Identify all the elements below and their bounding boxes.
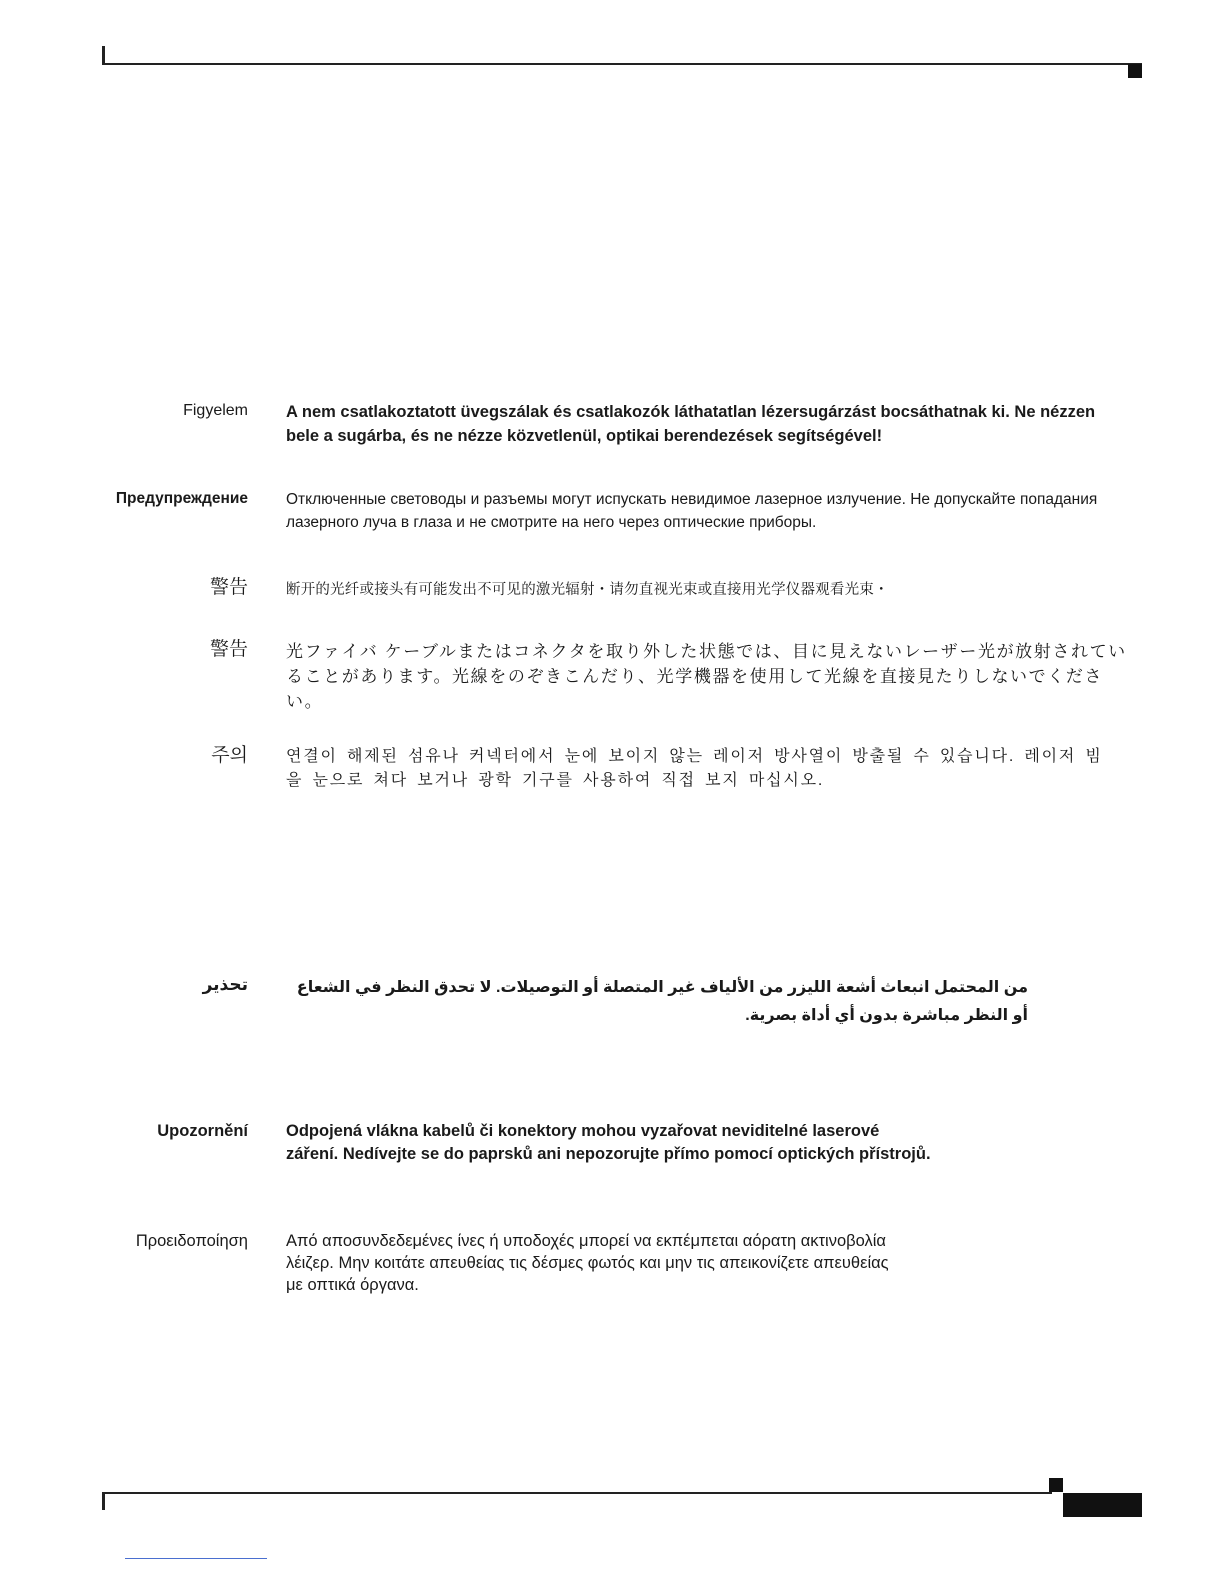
warning-label-hungarian: Figyelem (183, 402, 248, 419)
warning-text-russian: Отключенные световоды и разъемы могут испускать невидимое лазерное излучение. Не допускайте попадания лазерного луча в глаза и не смотрите на него через оптические приборы. (286, 491, 1098, 531)
warning-label-russian: Предупреждение (115, 490, 248, 507)
warning-text-arabic: من المحتمل انبعاث أشعة الليزر من الألياف غير المتصلة أو التوصيلات. لا تحدق النظر في الشعاع أو النظر مباشرة بدون أي أداة بصرية. (296, 979, 1028, 1024)
warning-label-arabic: تحذير (202, 975, 248, 994)
header-rule (102, 63, 1142, 65)
header-square-marker (1128, 64, 1142, 78)
warning-label-greek: Προειδοποίηση (135, 1232, 248, 1250)
footer-page-tab (1063, 1493, 1142, 1517)
header-tick-mark (102, 46, 105, 64)
warning-text-korean: 연결이 해제된 섬유나 커넥터에서 눈에 보이지 않는 레이저 방사열이 방출될 수 있습니다. 레이저 빔을 눈으로 쳐다 보거나 광학 기구를 사용하여 직접 보지 마십시오. (286, 748, 1103, 789)
footer-rule (102, 1492, 1052, 1494)
warning-label-japanese: 警告 (209, 639, 248, 660)
warning-label-korean: 주의 (211, 745, 248, 766)
warning-text-japanese: 光ファイバ ケーブルまたはコネクタを取り外した状態では、目に見えないレーザー光が放射されていることがあります。光線をのぞきこんだり、光学機器を使用して光線を直接見たりしないでください。 (286, 642, 1127, 711)
warning-text-chinese: 断开的光纤或接头有可能发出不可见的激光辐射・请勿直视光束或直接用光学仪器观看光束・ (286, 582, 889, 598)
warning-label-chinese: 警告 (209, 577, 248, 598)
warning-text-greek: Από αποσυνδεδεμένες ίνες ή υποδοχές μπορεί να εκπέμπεται αόρατη ακτινοβολία λέιζερ. Μην κοιτάτε απευθείας τις δέσμες φωτός και μην τις απεικονίζετε απευθείας με οπτικά όργανα. (286, 1232, 889, 1294)
warning-label-czech: Upozornění (157, 1122, 248, 1140)
footer-link-underline[interactable] (125, 1558, 267, 1559)
warning-text-hungarian: A nem csatlakoztatott üvegszálak és csatlakozók láthatatlan lézersugárzást bocsáthatnak ki. Ne nézzen bele a sugárba, és ne nézze közvetlenül, optikai berendezések segítségével! (286, 403, 1096, 445)
footer-tick-mark (102, 1492, 105, 1510)
warning-text-czech: Odpojená vlákna kabelů či konektory mohou vyzařovat neviditelné laserové záření. Nedívejte se do paprsků ani nepozorujte přímo pomocí optických přístrojů. (286, 1122, 931, 1163)
footer-square-marker (1049, 1478, 1063, 1492)
